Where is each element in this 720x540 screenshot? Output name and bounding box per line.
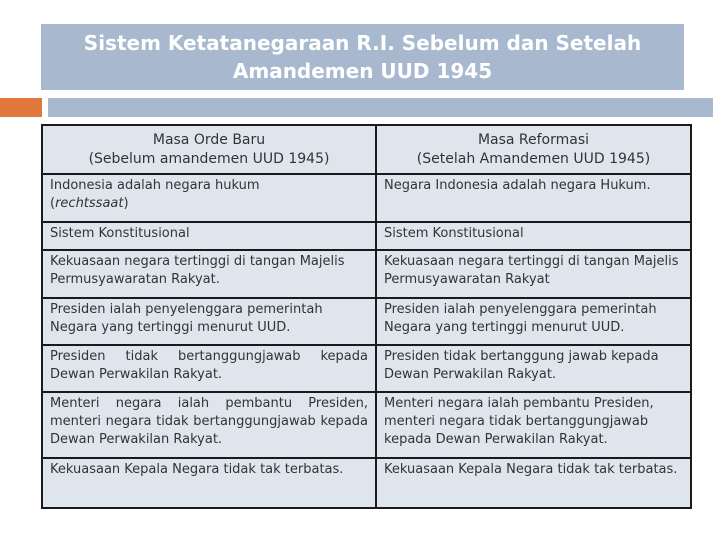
header-orde-baru-title: Masa Orde Baru (152, 132, 266, 148)
header-reformasi-title: Masa Reformasi (477, 132, 590, 148)
slide-title-line1: Sistem Ketatanegaraan R.I. Sebelum dan Setelah (83, 31, 642, 55)
cell-reformasi: Presiden tidak bertanggung jawab kepada Dewan Perwakilan Rakyat. (376, 345, 691, 392)
table-row (42, 345, 691, 392)
table-row (42, 174, 691, 222)
cell-reformasi: Kekuasaan negara tertinggi di tangan Majelis Permusyawaratan Rakyat (376, 250, 691, 298)
cell-reformasi: Kekuasaan Kepala Negara tidak tak terbatas. (376, 458, 691, 508)
cell-orde-baru: Indonesia adalah negara hukum (rechtssaat) (42, 174, 376, 222)
cell-reformasi: Presiden ialah penyelenggara pemerintah Negara yang tertinggi menurut UUD. (376, 298, 691, 345)
cell-orde-baru: Menteri negara ialah pembantu Presiden, menteri negara tidak bertanggungjawab kepada Dewan Perwakilan Rakyat. (42, 392, 376, 458)
table-row (42, 392, 691, 458)
cell-reformasi: Menteri negara ialah pembantu Presiden, menteri negara tidak bertanggungjawab kepada Dewan Perwakilan Rakyat. (376, 392, 691, 458)
slide-title-line2: Amandemen UUD 1945 (232, 59, 493, 83)
cell-orde-baru: Kekuasaan negara tertinggi di tangan Majelis Permusyawaratan Rakyat. (42, 250, 376, 298)
orange-accent-bar (0, 98, 42, 117)
cell-orde-baru: Presiden ialah penyelenggara pemerintah Negara yang tertinggi menurut UUD. (42, 298, 376, 345)
blue-accent-bar (48, 98, 713, 117)
header-orde-baru-subtitle: (Sebelum amandemen UUD 1945) (88, 151, 330, 167)
cell-reformasi: Negara Indonesia adalah negara Hukum. (376, 174, 691, 222)
table-row (42, 222, 691, 250)
cell-text: Indonesia adalah negara hukum (50, 178, 260, 193)
header-reformasi-subtitle: (Setelah Amandemen UUD 1945) (416, 151, 651, 167)
header-orde-baru (42, 125, 376, 174)
table-row (42, 298, 691, 345)
table-row (42, 250, 691, 298)
slide-title (41, 24, 684, 90)
cell-italic-term: rechtssaat (55, 196, 124, 211)
header-reformasi (376, 125, 691, 174)
cell-orde-baru: Kekuasaan Kepala Negara tidak tak terbatas. (42, 458, 376, 508)
cell-orde-baru: Presiden tidak bertanggungjawab kepada Dewan Perwakilan Rakyat. (42, 345, 376, 392)
comparison-table (41, 124, 692, 509)
table-header-row (42, 125, 691, 174)
cell-orde-baru: Sistem Konstitusional (42, 222, 376, 250)
table-row (42, 458, 691, 508)
cell-reformasi: Sistem Konstitusional (376, 222, 691, 250)
